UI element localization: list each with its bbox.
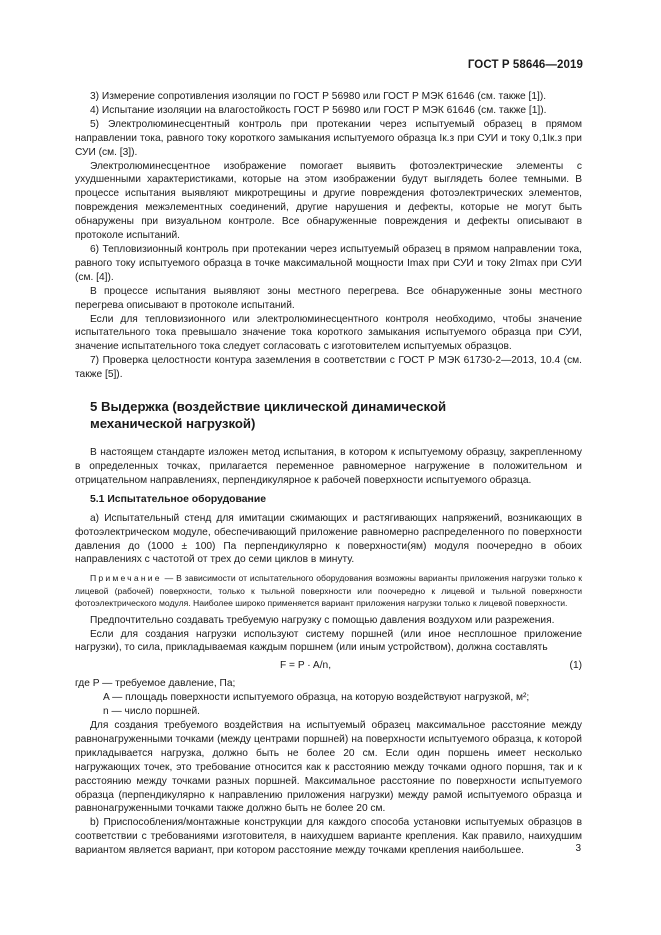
el-image-paragraph: Электролюминесцентное изображение помогает выявить фотоэлектрические элементы с ухудшенными характеристиками, которые на этом изображении будут выглядеть более темными. В процессе испытания выявляют микротрещины и другие повреждения фотоэлектрических элементов, повреждения межэлементных соединений, другие нарушения и дефекты, которые не могут быть обнаружены при визуальном контроле. Все обнаруженные повреждения и дефекты описывают в протоколе испытаний. — [75, 160, 582, 242]
item-a: а) Испытательный стенд для имитации сжимающих и растягивающих напряжений, возникающих в фотоэлектрическом модуле, обеспечивающий приложение равномерно распределенного по поверхности давления до (1000 ± 100) Па перпендикулярно к поверхности(ям) модуля поочередно в обоих направлениях с частотой от трех до семи циклов в минуту. — [75, 512, 582, 566]
item-3: 3) Измерение сопротивления изоляции по ГОСТ Р 56980 или ГОСТ Р МЭК 61646 (см. также [1]). — [90, 91, 547, 102]
formula: F = P · A/n, — [280, 660, 332, 672]
test-current-paragraph: Если для тепловизионного или электролюминесцентного контроля необходимо, чтобы значение испытательного тока превышало значение тока короткого замыкания испытуемого образца при СУИ, значение испытательного тока следует согласовать с изготовителем испытуемых образцов. — [75, 313, 582, 353]
note — [75, 572, 582, 609]
item-6: 6) Тепловизионный контроль при протекании через испытуемый образец в прямом направлении тока, равного току испытуемого образца в точке максимальной мощности Imax при СУИ и току 2Imax при СУИ (см. [4]). — [75, 243, 582, 283]
item-4: 4) Испытание изоляции на влагостойкость ГОСТ Р 56980 или ГОСТ Р МЭК 61646 (см. также [1]). — [90, 104, 547, 116]
formula-number: (1) — [569, 660, 582, 672]
page-number: 3 — [575, 843, 581, 854]
preferred-paragraph: Предпочтительно создавать требуемую нагрузку с помощью давления воздухом или разрежения. — [90, 614, 555, 626]
item-b: b) Приспособления/монтажные конструкции для каждого способа установки испытуемых образцов в соответствии с требованиями изготовителя, в наихудшем варианте крепления. Как правило, наихудшим вариантом является вариант, при котором расстояние между точками крепления наибольшее. — [75, 817, 582, 857]
section-5-intro: В настоящем стандарте изложен метод испытания, в котором к испытуемому образцу, закрепленному в определенных точках, прилагается переменное равномерное нагружение в положительном и отрицательном направлениях, перпендикулярное к рабочей поверхности испытуемого образца. — [75, 447, 582, 486]
item-5: 5) Электролюминесцентный контроль при протекании через испытуемый образец в прямом направлении тока, равного току короткого замыкания испытуемого образца Iк.з при СУИ и току 0,1Iк.з при СУИ (см. [3]). — [75, 118, 582, 158]
where-n: n — число поршней. — [103, 706, 200, 718]
section-5-title-line2: механической нагрузкой) — [90, 416, 256, 432]
note-label: Примечание — [90, 573, 162, 584]
formula-row — [75, 655, 582, 677]
page-content — [75, 90, 582, 858]
distance-paragraph: Для создания требуемого воздействия на испытуемый образец максимальное расстояние между равнонагруженными точками (между центрами поршней) на поверхности испытуемого образца, к которой прикладывается нагрузка, должно быть не более 20 см. Если один поршень имеет несколько нагружающих точек, это требование относится как к расстоянию между точками одного поршня, так и к расстоянию между точками разных поршней. Максимальное расстояние по поверхности испытуемого образца (перпендикулярно к направлению приложения нагрузки) между рамой испытуемого образца и равнонагруженными точками также должно быть не более 20 см. — [75, 720, 582, 815]
where-a: A — площадь поверхности испытуемого образца, на которую воздействуют нагрузкой, м²; — [103, 692, 530, 704]
note-text: — В зависимости от испытательного оборудования возможны варианты приложения нагрузки только к лицевой (рабочей) поверхности, только к тыльной поверхности или поочередно к лицевой и тыльной поверхности фотоэлектрического модуля. Наиболее широко применяется вариант приложения нагрузки только к лицевой поверхности. — [75, 573, 582, 609]
document-number-header: ГОСТ Р 58646—2019 — [467, 59, 583, 71]
where-p: где P — требуемое давление, Па; — [75, 678, 236, 690]
subsection-5-1-title: 5.1 Испытательное оборудование — [90, 493, 266, 505]
overheat-paragraph: В процессе испытания выявляют зоны местного перегрева. Все обнаруженные зоны местного перегрева описывают в протоколе испытаний. — [75, 285, 582, 311]
where-block — [75, 677, 582, 719]
section-5-title — [90, 398, 582, 432]
item-7: 7) Проверка целостности контура заземления в соответствии с ГОСТ Р МЭК 61730-2—2013, 10.4 (см. также [5]). — [75, 355, 582, 381]
pistons-paragraph: Если для создания нагрузки используют систему поршней (или иное несплошное приложение нагрузки), то сила, прикладываемая каждым поршнем (или иным устройством), должна составлять — [75, 628, 582, 654]
section-5-title-line1: 5 Выдержка (воздействие циклической динамической — [90, 399, 447, 415]
